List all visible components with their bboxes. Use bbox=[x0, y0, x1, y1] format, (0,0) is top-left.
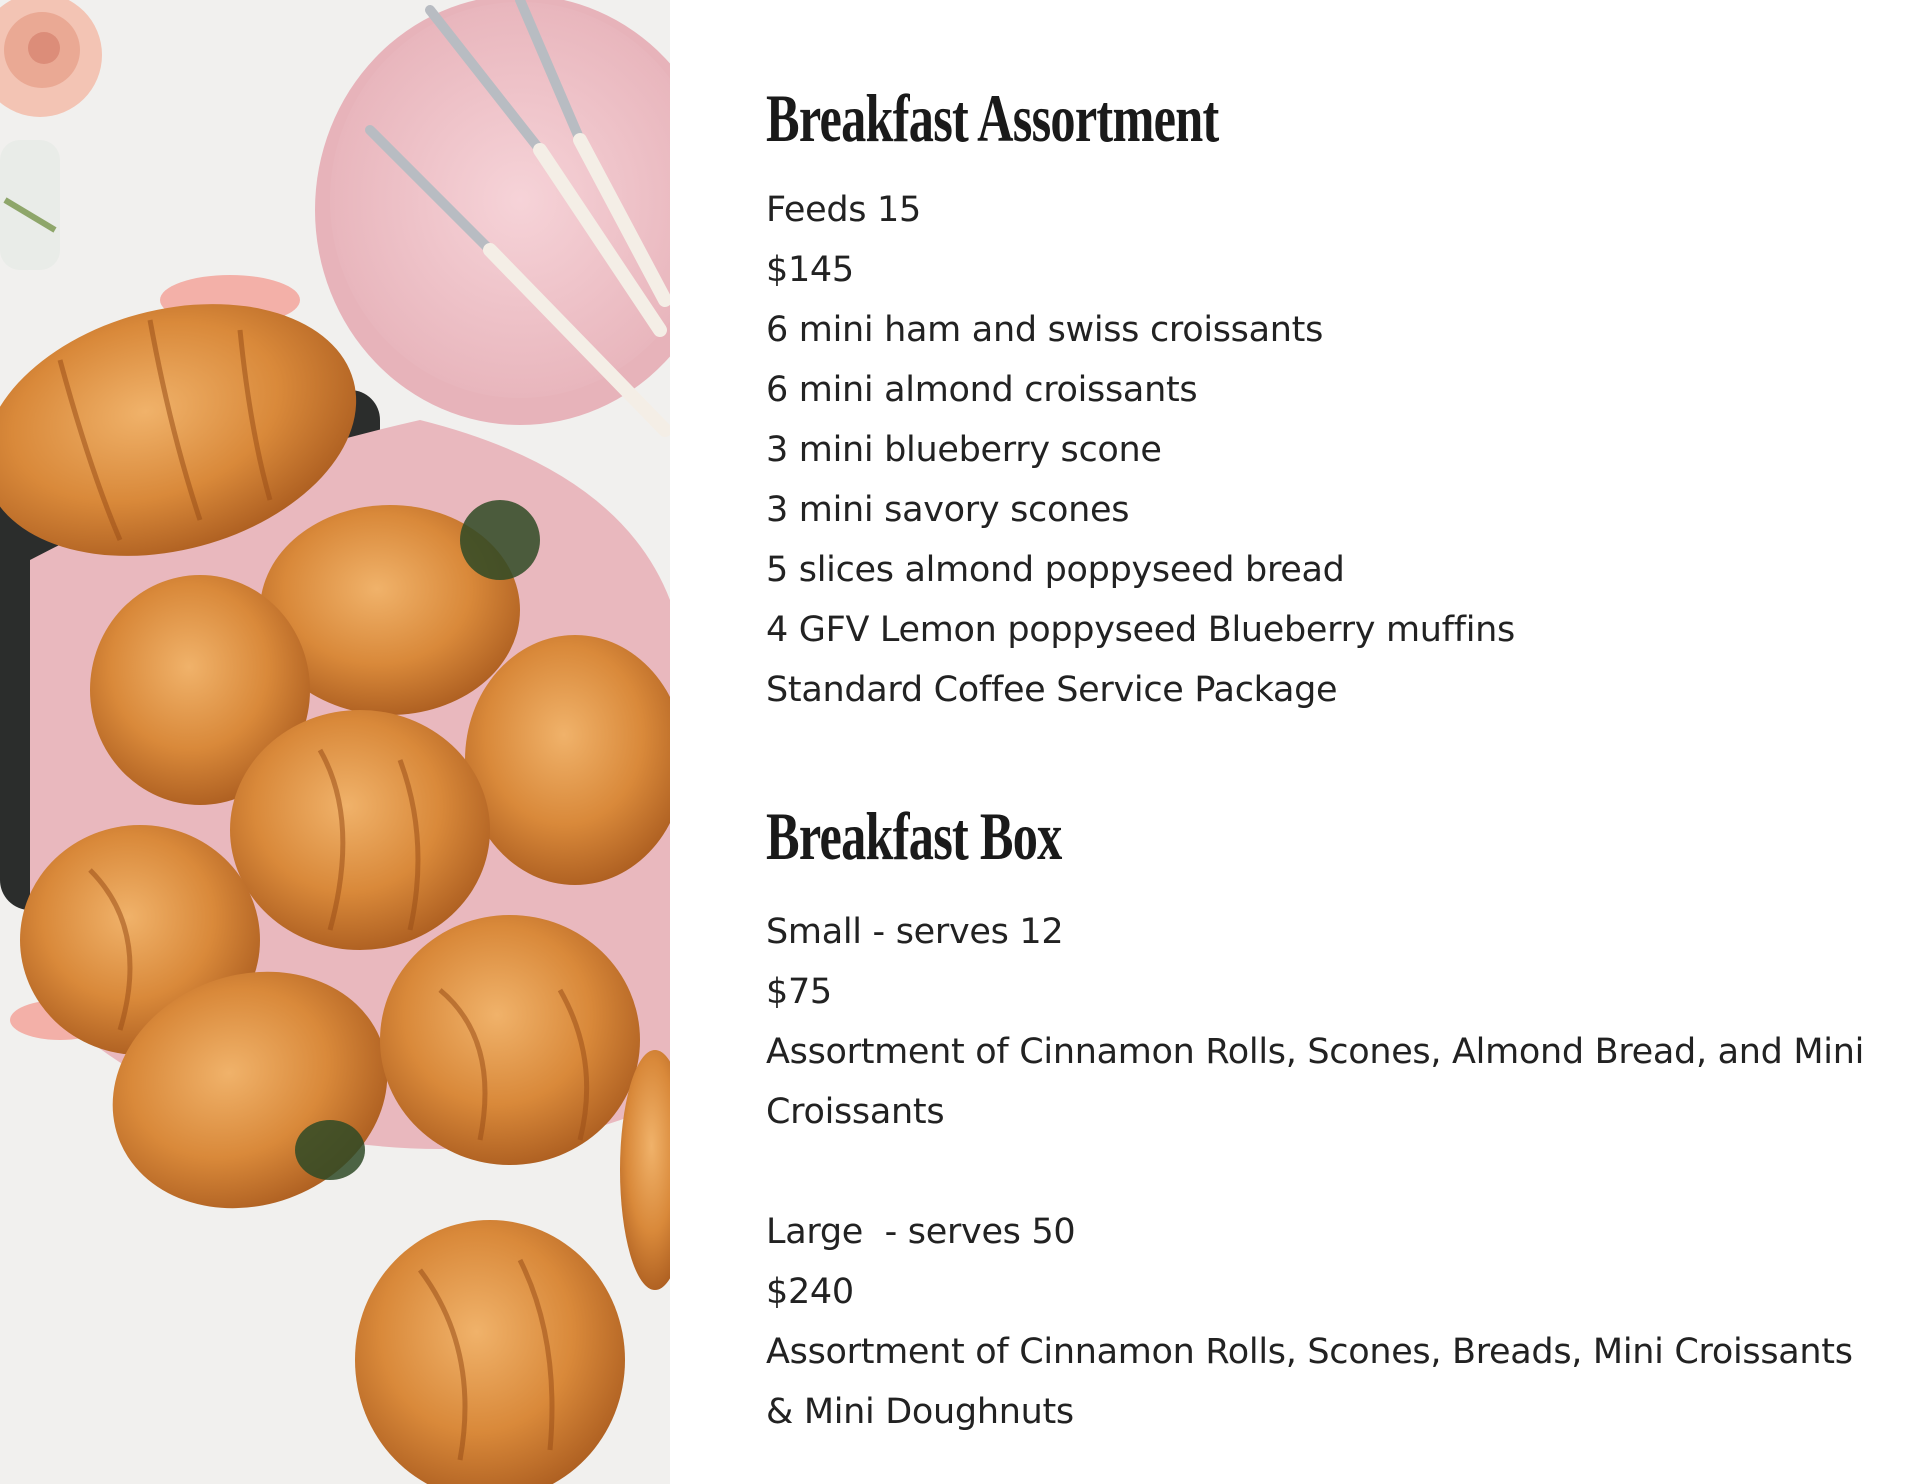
croissant-illustration bbox=[0, 0, 670, 1484]
breakfast-assortment-section bbox=[766, 70, 1886, 720]
section-title: Breakfast Box bbox=[766, 798, 1062, 874]
list-item: 5 slices almond poppyseed bread bbox=[766, 550, 1345, 590]
list-item: 6 mini almond croissants bbox=[766, 370, 1198, 410]
small-description: Assortment of Cinnamon Rolls, Scones, Almond Bread, and Mini Croissants bbox=[766, 1032, 1865, 1132]
list-item: Standard Coffee Service Package bbox=[766, 670, 1338, 710]
small-size: Small - serves 12 bbox=[766, 912, 1064, 952]
item-list bbox=[766, 902, 1886, 1442]
large-price: $240 bbox=[766, 1272, 854, 1312]
list-item: 3 mini blueberry scone bbox=[766, 430, 1162, 470]
pastry-photo bbox=[0, 0, 670, 1484]
menu-content bbox=[766, 70, 1886, 1442]
item-list bbox=[766, 180, 1886, 720]
list-item: 6 mini ham and swiss croissants bbox=[766, 310, 1324, 350]
large-description: Assortment of Cinnamon Rolls, Scones, Breads, Mini Croissants & Mini Doughnuts bbox=[766, 1332, 1853, 1432]
list-item: 3 mini savory scones bbox=[766, 490, 1130, 530]
section-title: Breakfast Assortment bbox=[766, 80, 1219, 156]
price: $145 bbox=[766, 250, 854, 290]
large-size: Large - serves 50 bbox=[766, 1212, 1076, 1252]
list-item: 4 GFV Lemon poppyseed Blueberry muffins bbox=[766, 610, 1515, 650]
breakfast-box-section bbox=[766, 788, 1886, 1442]
small-price: $75 bbox=[766, 972, 832, 1012]
spacer bbox=[766, 1142, 1886, 1202]
serving-size: Feeds 15 bbox=[766, 190, 921, 230]
